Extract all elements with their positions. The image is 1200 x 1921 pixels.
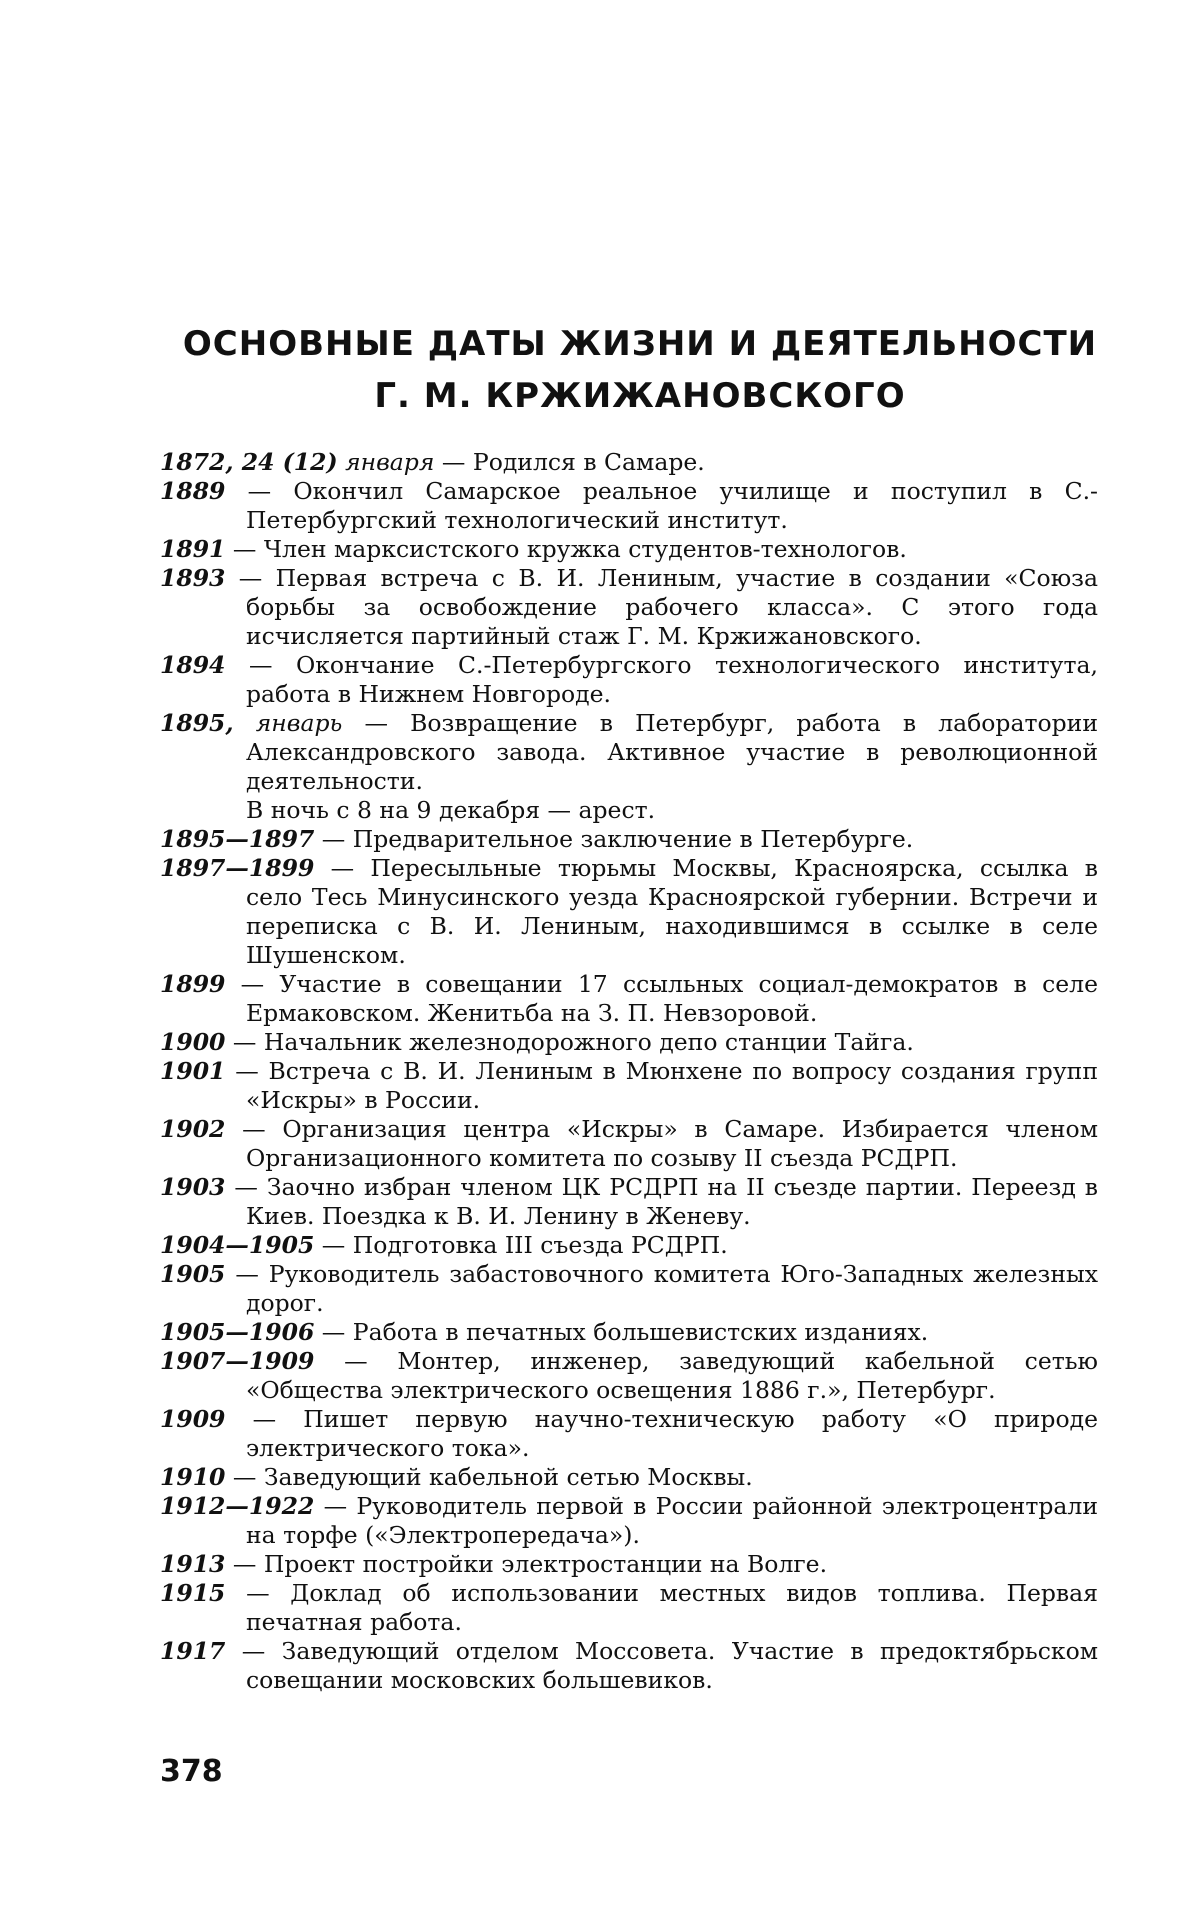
entry-date: 1891 [160, 535, 226, 563]
chronology-entry-1872 [160, 448, 1098, 477]
chronology-entry-1904-1905 [160, 1231, 1098, 1260]
entry-text: — Встреча с В. И. Лениным в Мюнхене по вопросу создания групп «Искры» в России. [235, 1057, 1098, 1114]
entry-date: 1897—1899 [160, 854, 315, 882]
chronology-list [160, 448, 1098, 1695]
chronology-entry-1912-1922 [160, 1492, 1098, 1550]
entry-text: — Участие в совещании 17 ссыльных социал-демократов в селе Ермаковском. Женитьба на З. П. Невзоровой. [240, 970, 1098, 1027]
entry-date: 1899 [160, 970, 226, 998]
entry-date: 1893 [160, 564, 226, 592]
entry-date: 1900 [160, 1028, 226, 1056]
entry-date: 1915 [160, 1579, 226, 1607]
entry-text: — Заочно избран членом ЦК РСДРП на II съезде партии. Переезд в Киев. Поездка к В. И. Ленину в Женеву. [234, 1173, 1098, 1230]
title-line-2: Г. М. КРЖИЖАНОВСКОГО [374, 376, 906, 416]
chronology-entry-1901 [160, 1057, 1098, 1115]
entry-text: — Монтер, инженер, заведующий кабельной сетью «Общества электрического освещения 1886 г.», Петербург. [246, 1347, 1098, 1404]
entry-text: — Работа в печатных большевистских изданиях. [321, 1318, 929, 1346]
chronology-entry-1917 [160, 1637, 1098, 1695]
title-line-1: ОСНОВНЫЕ ДАТЫ ЖИЗНИ И ДЕЯТЕЛЬНОСТИ [182, 324, 1098, 364]
entry-date: 1917 [160, 1637, 226, 1665]
chronology-entry-1895-1897 [160, 825, 1098, 854]
entry-month: января [345, 448, 435, 476]
chronology-entry-1893 [160, 564, 1098, 651]
chronology-entry-1905 [160, 1260, 1098, 1318]
entry-text: — Первая встреча с В. И. Лениным, участие в создании «Союза борьбы за освобождение рабочего класса». С этого года исчисляется партийный стаж Г. М. Кржижановского. [238, 564, 1098, 650]
chronology-entry-1907-1909 [160, 1347, 1098, 1405]
entry-text: — Руководитель первой в России районной электроцентрали на торфе («Электропередача»). [246, 1492, 1098, 1549]
entry-text: — Начальник железнодорожного депо станции Тайга. [232, 1028, 914, 1056]
entry-date: 1901 [160, 1057, 226, 1085]
entry-date: 1905—1906 [160, 1318, 315, 1346]
entry-date: 1895, [160, 709, 234, 737]
entry-date: 1905 [160, 1260, 226, 1288]
entry-text: — Пересыльные тюрьмы Москвы, Красноярска, ссылка в село Тесь Минусинского уезда Красноярской губернии. Встречи и переписка с В. И. Лениным, находившимся в ссылке в селе Шушенском. [246, 854, 1098, 969]
entry-date: 1904—1905 [160, 1231, 315, 1259]
entry-date: 1912—1922 [160, 1492, 315, 1520]
entry-text: — Заведующий кабельной сетью Москвы. [232, 1463, 753, 1491]
chronology-entry-1910 [160, 1463, 1098, 1492]
chronology-entry-1902 [160, 1115, 1098, 1173]
entry-text: — Пишет первую научно-техническую работу «О природе электрического тока». [246, 1405, 1098, 1462]
chronology-entry-1891 [160, 535, 1098, 564]
entry-text: — Организация центра «Искры» в Самаре. Избирается членом Организационного комитета по созыву II съезда РСДРП. [242, 1115, 1098, 1172]
chronology-entry-1895-january [160, 709, 1098, 825]
page-title [160, 318, 1120, 422]
chronology-entry-1899 [160, 970, 1098, 1028]
entry-date: 1902 [160, 1115, 226, 1143]
entry-text: — Окончил Самарское реальное училище и поступил в С.-Петербургский технологический институт. [246, 477, 1098, 534]
entry-date: 1889 [160, 477, 226, 505]
entry-date: 1895—1897 [160, 825, 315, 853]
chronology-entry-1909 [160, 1405, 1098, 1463]
entry-text: — Доклад об использовании местных видов топлива. Первая печатная работа. [246, 1579, 1098, 1636]
entry-continuation: В ночь с 8 на 9 декабря — арест. [246, 796, 656, 824]
entry-date: 1910 [160, 1463, 226, 1491]
entry-text: — Подготовка III съезда РСДРП. [321, 1231, 728, 1259]
entry-text: — Заведующий отделом Моссовета. Участие в предоктябрьском совещании московских большевиков. [241, 1637, 1098, 1694]
page-number: 378 [160, 1754, 223, 1789]
entry-text: — Родился в Самаре. [441, 448, 705, 476]
entry-date: 1907—1909 [160, 1347, 315, 1375]
entry-text: — Проект постройки электростанции на Волге. [232, 1550, 828, 1578]
entry-date: 1909 [160, 1405, 226, 1433]
entry-date: 1903 [160, 1173, 226, 1201]
entry-date: 1913 [160, 1550, 226, 1578]
entry-text: — Член марксистского кружка студентов-технологов. [232, 535, 907, 563]
chronology-entry-1900 [160, 1028, 1098, 1057]
chronology-entry-1903 [160, 1173, 1098, 1231]
chronology-entry-1913 [160, 1550, 1098, 1579]
chronology-entry-1889 [160, 477, 1098, 535]
entry-text: — Возвращение в Петербург, работа в лаборатории Александровского завода. Активное участие в революционной деятельности. [246, 709, 1098, 795]
chronology-entry-1915 [160, 1579, 1098, 1637]
entry-date: 1894 [160, 651, 226, 679]
chronology-entry-1905-1906 [160, 1318, 1098, 1347]
chronology-entry-1897-1899 [160, 854, 1098, 970]
entry-text: — Предварительное заключение в Петербурге. [321, 825, 914, 853]
entry-text: — Руководитель забастовочного комитета Юго-Западных железных дорог. [235, 1260, 1098, 1317]
chronology-entry-1894 [160, 651, 1098, 709]
entry-date: 1872, 24 (12) [160, 448, 338, 476]
entry-month: январь [255, 709, 343, 737]
entry-text: — Окончание С.-Петербургского технологического института, работа в Нижнем Новгороде. [246, 651, 1098, 708]
